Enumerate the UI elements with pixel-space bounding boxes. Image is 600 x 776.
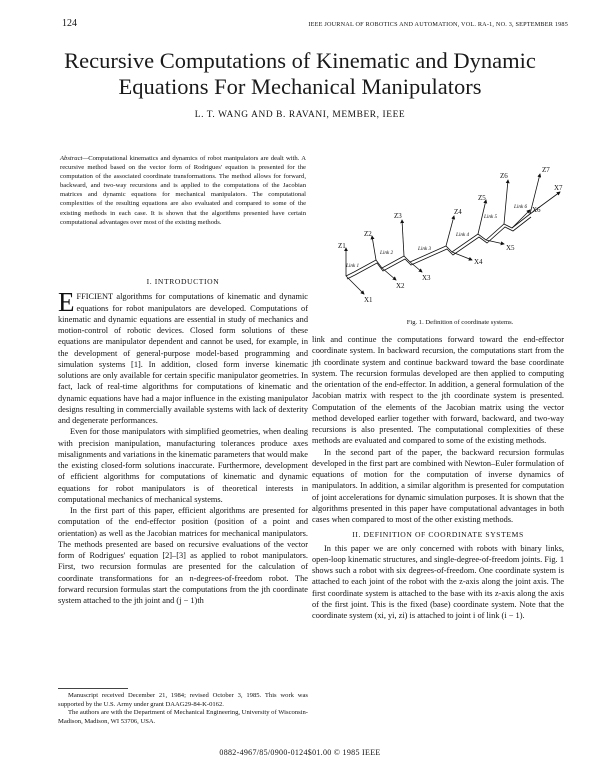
abstract-label: Abstract— xyxy=(60,155,89,162)
x4-axis xyxy=(452,252,472,260)
label-z1: Z1 xyxy=(338,242,346,250)
intro-paragraph-3: In the first part of this paper, efficient algorithms are presented for computation of the end-effector position (position of a point and orientation) as well as the Jacobian matrices for mechanical manipulators. The methods presented are based on recursive evaluations of the vector form of Rodrigues' equation [2]–[3] as applied to robot manipulators. First, two recursion formulas are presented for the calculation of coordinate transformations for an n-degrees-of-freedom robot. The forward recursion formulas start the computations from the jth coordinate system attached to the jth joint and (j − 1)th xyxy=(58,506,308,605)
right-paragraph-2: In the second part of the paper, the backward recursion formulas developed in the first part are combined with Newton–Euler formulation of equations of motion for the computation of inverse dynamics of manipulators. In addition, a similar algorithm is presented for computation of joint accelerations for dynamic simulation purposes. It is shown that the algorithms presented in this paper have computational advantages in both cases when compared to most of the other existing methods. xyxy=(312,447,564,524)
right-paragraph-1: link and continue the computations forward toward the end-effector coordinate system. In backward recursion, the computations start from the jth coordinate system and continue backward toward the base coordinate system. The recursion formulas developed are then applied to computing the orientation of the end-effector. In addition, a general formulation of the Jacobian matrix with respect to the jth coordinate system is presented. Computation of the elements of the Jacobian matrix using the vector method developed earlier together with forward, backward, and two-way recursions is also presented. The computational complexities of these methods are evaluated and compared to some of the existing methods. xyxy=(312,335,564,446)
label-x5: X5 xyxy=(506,244,515,252)
label-link3: Link 3 xyxy=(418,246,432,252)
right-column xyxy=(312,334,564,621)
abstract xyxy=(60,154,306,227)
label-z2: Z2 xyxy=(364,230,372,238)
z6-axis xyxy=(504,180,508,224)
intro-paragraph-2: Even for those manipulators with simplified geometries, when dealing with precision manipulation, manufacturing tolerances produce axes misalignments and variations in the kinematic parameters that would make the existing closed-form solutions inaccurate. Furthermore, development of efficient algorithms for computations of kinematic and dynamic equations for robot manipulators is of theoretical interests in computational mechanics of mechanical systems. xyxy=(58,427,309,504)
footnote-affiliation: The authors are with the Department of Mechanical Engineering, University of Wisconsin-Madison, Madison, WI 53706, USA. xyxy=(58,709,308,726)
journal-header: IEEE JOURNAL OF ROBOTICS AND AUTOMATION, VOL. RA-1, NO. 3, SEPTEMBER 1985 xyxy=(308,21,568,28)
footnote xyxy=(58,692,308,727)
label-z7: Z7 xyxy=(542,166,550,174)
x2-axis xyxy=(382,268,396,280)
label-x4: X4 xyxy=(474,258,483,266)
z3-axis xyxy=(402,220,404,256)
label-z6: Z6 xyxy=(500,172,508,180)
label-x3: X3 xyxy=(422,274,431,282)
x3-axis xyxy=(410,262,422,272)
drop-cap: E xyxy=(58,287,75,318)
right-paragraph-3: In this paper we are only concerned with robots with binary links, open-loop kinematic structures, and single-degree-of-freedom joints. Fig. 1 shows such a robot with six degrees-of-freedom. One coordinate system is attached to each joint of the robot with the z-axis along the joint axis. The first coordinate system is attached to the base with its z-axis along the axis of the first joint. This is the fixed (base) coordinate system. Note that the coordinate system (xi, yi, zi) is attached to joint i of link (i − 1). xyxy=(312,543,564,620)
label-link5: Link 5 xyxy=(484,214,498,220)
intro-paragraph-1 xyxy=(58,287,308,426)
x6-axis xyxy=(512,210,530,228)
intro-paragraph-1-text: FFICIENT algorithms for computations of kinematic and dynamic equations for robot manipulators are developed. Computations of kinematic and dynamic equations are essential in study of mechanics and motion-control of robotic devices. Closed form solutions of these equations are manipulator dependent and cannot be used, for example, in the development of general-purpose model-based programming and simulation systems [1]. In addition, closed form inverse kinematic solutions are only available for certain specific manipulator geometries. In fact, lack of real-time algorithms for computations of kinematic and dynamic equations have had a major influence in the existing manipulator designs resulting in commercially available systems with lack of dexterity and degenerate performances. xyxy=(58,292,308,425)
x1-axis xyxy=(346,276,364,294)
label-x1: X1 xyxy=(364,296,373,304)
label-link4: Link 4 xyxy=(456,232,470,238)
section-heading-coordinate-systems: II. DEFINITION OF COORDINATE SYSTEMS xyxy=(352,530,524,540)
paper-title xyxy=(40,48,560,100)
label-x6: X6 xyxy=(532,206,541,214)
z2-axis xyxy=(372,236,376,260)
title-line-1: Recursive Computations of Kinematic and Dynamic xyxy=(64,48,536,73)
label-link1: Link 1 xyxy=(346,263,360,269)
label-x7: X7 xyxy=(554,184,563,192)
footnote-manuscript: Manuscript received December 21, 1984; revised October 3, 1985. This work was supported by the U.S. Army under grant DAAG29-84-K-0162. xyxy=(58,692,308,708)
title-line-2: Equations For Mechanical Manipulators xyxy=(118,74,482,99)
label-link6: Link 6 xyxy=(514,204,528,210)
abstract-text: Computational kinematics and dynamics of robot manipulators are dealt with. A recursive method based on the vector form of Rodrigues' equation is presented for the computation of the associated coordinate transformations. The method allows for forward, backward, and two-way recursions and is applied to the computations of the Jacobian matrices and dynamic equations for mechanical manipulators. The computational complexities of the resulting equations are also evaluated and compared to some of the existing methods in each case. It is shown that the algorithms presented have certain computational advantages over most of the existing methods. xyxy=(60,155,306,226)
label-z5: Z5 xyxy=(478,194,486,202)
page-number: 124 xyxy=(62,18,77,29)
copyright-footer: 0882-4967/85/0900-0124$01.00 © 1985 IEEE xyxy=(219,748,381,757)
manipulator-links-outline xyxy=(347,217,531,279)
left-column xyxy=(58,276,308,606)
figure-caption: Fig. 1. Definition of coordinate systems. xyxy=(406,319,514,326)
footnote-divider xyxy=(58,688,128,689)
authors: L. T. WANG AND B. RAVANI, MEMBER, IEEE xyxy=(194,110,406,120)
coordinate-systems-figure xyxy=(318,156,568,316)
z4-axis xyxy=(446,216,454,246)
section-heading-introduction: I. INTRODUCTION xyxy=(146,277,220,286)
label-z3: Z3 xyxy=(394,212,402,220)
label-z4: Z4 xyxy=(454,208,462,216)
label-x2: X2 xyxy=(396,282,405,290)
label-link2: Link 2 xyxy=(380,250,394,256)
